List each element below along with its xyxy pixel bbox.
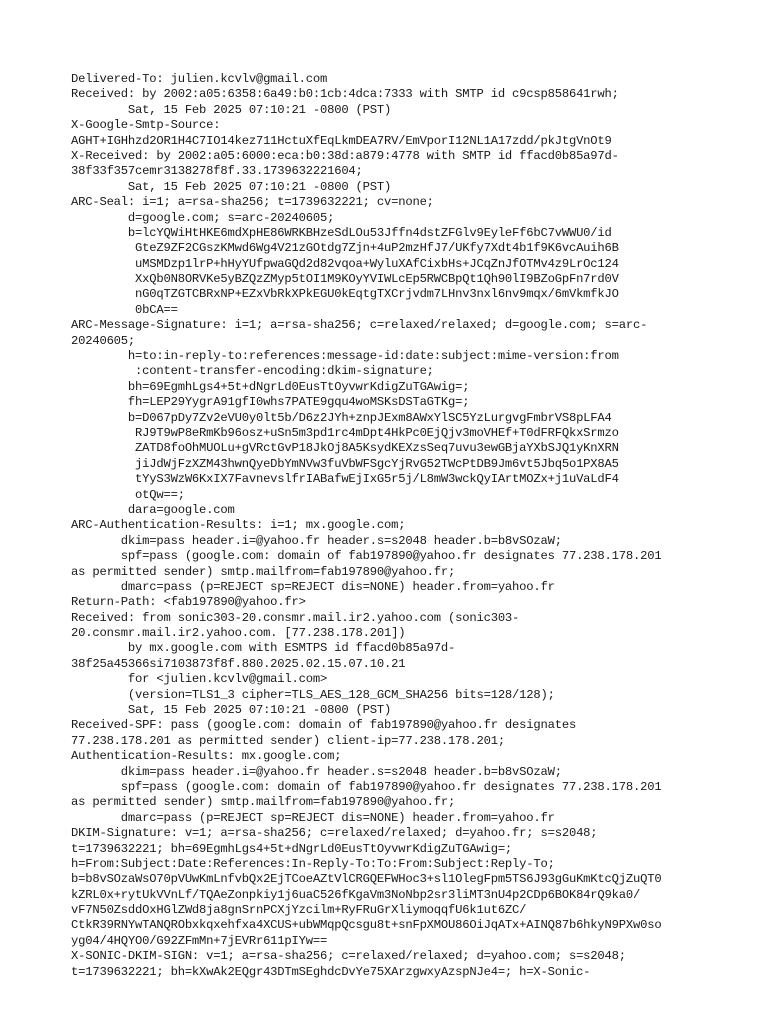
header-line: for <julien.kcvlv@gmail.com> xyxy=(71,672,328,687)
header-line: spf=pass (google.com: domain of fab197890@yahoo.fr designates 77.238.178.201 xyxy=(71,549,662,564)
header-line: X-Google-Smtp-Source: xyxy=(71,118,221,133)
header-line: CtkR39RNYwTANQRObxkqxehfxa4XCUS+ubWMqpQcsgu8t+snFpXMOU86OiJqATx+AINQ87b6hkyN9PXw0so xyxy=(71,918,662,933)
header-line: fh=LEP29YygrA91gfI0whs7PATE9gqu4woMSKsDSTaGTKg=; xyxy=(71,395,470,410)
header-line: as permitted sender) smtp.mailfrom=fab197890@yahoo.fr; xyxy=(71,564,456,579)
header-line: DKIM-Signature: v=1; a=rsa-sha256; c=relaxed/relaxed; d=yahoo.fr; s=s2048; xyxy=(71,826,598,841)
header-line: :content-transfer-encoding:dkim-signature; xyxy=(71,364,434,379)
header-line: h=to:in-reply-to:references:message-id:date:subject:mime-version:from xyxy=(71,349,619,364)
header-line: b=b8vSOzaWsO70pVUwKmLnfvbQx2EjTCoeAZtVlCRGQEFWHoc3+sl1OlegFpm5TS6J93gGuKmKtcQjZuQT0 xyxy=(71,872,662,887)
header-line: b=D067pDy7Zv2eVU0y0lt5b/D6z2JYh+znpJExm8AWxYlSC5YzLurgvgFmbrVS8pLFA4 xyxy=(71,410,612,425)
header-line: 20240605; xyxy=(71,333,136,348)
header-line: RJ9T9wP8eRmKb96osz+uSn5m3pd1rc4mDpt4HkPc0EjQjv3moVHEf+T0dFRFQkxSrmzo xyxy=(71,425,619,440)
header-line: b=lcYQWiHtHKE6mdXpHE86WRKBHzeSdLOu53Jffn4dstZFGlv9EyleFf6bC7vWWU0/id xyxy=(71,225,612,240)
header-line: Sat, 15 Feb 2025 07:10:21 -0800 (PST) xyxy=(71,703,392,718)
header-line: ARC-Message-Signature: i=1; a=rsa-sha256; c=relaxed/relaxed; d=google.com; s=arc- xyxy=(71,318,648,333)
header-line: tYyS3WzW6KxIX7FavnevslfrIABafwEjIxG5r5j/L8mW3wckQyIArtMOZx+j1uVaLdF4 xyxy=(71,472,619,487)
header-line: dara=google.com xyxy=(71,502,235,517)
header-line: 38f33f357cemr3138278f8f.33.1739632221604; xyxy=(71,164,363,179)
header-line: Received-SPF: pass (google.com: domain of fab197890@yahoo.fr designates xyxy=(71,718,577,733)
header-line: 38f25a45366si7103873f8f.880.2025.02.15.07.10.21 xyxy=(71,656,406,671)
header-line: d=google.com; s=arc-20240605; xyxy=(71,210,335,225)
header-line: yg04/4HQYO0/G92ZFmMn+7jEVRr611pIYw== xyxy=(71,933,328,948)
header-line: XxQb0N8ORVKe5yBZQzZMyp5tOI1M9KOyYVIWLcEp5RWCBpQt1Qh90lI9BZoGpFn7rd0V xyxy=(71,272,619,287)
header-line: nG0qTZGTCBRxNP+EZxVbRkXPkEGU0kEqtgTXCrjvdm7LHnv3nxl6nv9mqx/6mVkmfkJO xyxy=(71,287,619,302)
header-line: t=1739632221; bh=kXwAk2EQgr43DTmSEghdcDvYe75XArzgwxyAzspNJe4=; h=X-Sonic- xyxy=(71,964,591,979)
header-line: Authentication-Results: mx.google.com; xyxy=(71,749,342,764)
header-line: Return-Path: <fab197890@yahoo.fr> xyxy=(71,595,306,610)
header-line: Sat, 15 Feb 2025 07:10:21 -0800 (PST) xyxy=(71,102,392,117)
header-line: Received: from sonic303-20.consmr.mail.ir2.yahoo.com (sonic303- xyxy=(71,610,520,625)
header-line: 20.consmr.mail.ir2.yahoo.com. [77.238.178.201]) xyxy=(71,626,406,641)
header-line: GteZ9ZF2CGszKMwd6Wg4V21zGOtdg7Zjn+4uP2mzHfJ7/UKfy7Xdt4b1f9K6vcAuih6B xyxy=(71,241,619,256)
header-line: uMSMDzp1lrP+hHyYUfpwaGQd2d82vqoa+WyluXAfCixbHs+JCqZnJfOTMv4z9LrOc124 xyxy=(71,256,619,271)
header-line: X-SONIC-DKIM-SIGN: v=1; a=rsa-sha256; c=relaxed/relaxed; d=yahoo.com; s=s2048; xyxy=(71,949,626,964)
header-line: dmarc=pass (p=REJECT sp=REJECT dis=NONE) header.from=yahoo.fr xyxy=(71,579,555,594)
header-line: h=From:Subject:Date:References:In-Reply-To:To:From:Subject:Reply-To; xyxy=(71,856,555,871)
header-line: t=1739632221; bh=69EgmhLgs4+5t+dNgrLd0EusTtOyvwrKdigZuTGAwig=; xyxy=(71,841,513,856)
header-line: (version=TLS1_3 cipher=TLS_AES_128_GCM_SHA256 bits=128/128); xyxy=(71,687,555,702)
header-line: by mx.google.com with ESMTPS id ffacd0b85a97d- xyxy=(71,641,456,656)
header-line: ARC-Seal: i=1; a=rsa-sha256; t=1739632221; cv=none; xyxy=(71,195,434,210)
header-line: kZRL0x+rytUkVVnLf/TQAeZonpkiy1j6uaC526fKgaVm3NoNbp2sr3liMT3nU4p2CDp6BOK84rQ9ka0/ xyxy=(71,887,641,902)
header-line: otQw==; xyxy=(71,487,185,502)
header-line: dkim=pass header.i=@yahoo.fr header.s=s2048 header.b=b8vSOzaW; xyxy=(71,533,562,548)
header-line: Delivered-To: julien.kcvlv@gmail.com xyxy=(71,72,328,86)
email-headers-document xyxy=(71,72,711,980)
header-line: vF7N50ZsddOxHGlZWd8ja8gnSrnPCXjYzcilm+RyFRuGrXliymoqqfU6k1ut6ZC/ xyxy=(71,903,527,918)
header-line: bh=69EgmhLgs4+5t+dNgrLd0EusTtOyvwrKdigZuTGAwig=; xyxy=(71,379,470,394)
header-line: ARC-Authentication-Results: i=1; mx.google.com; xyxy=(71,518,406,533)
header-line: jiJdWjFzXZM43hwnQyeDbYmNVw3fuVbWFSgcYjRvG52TWcPtDB9Jm6vt5Jbq5o1PX8A5 xyxy=(71,456,619,471)
header-line: AGHT+IGHhzd2OR1H4C7IO14kez711HctuXfEqLkmDEA7RV/EmVporI12NL1A17zdd/pkJtgVnOt9 xyxy=(71,133,612,148)
header-line: X-Received: by 2002:a05:6000:eca:b0:38d:a879:4778 with SMTP id ffacd0b85a97d- xyxy=(71,148,619,163)
header-line: Received: by 2002:a05:6358:6a49:b0:1cb:4dca:7333 with SMTP id c9csp858641rwh; xyxy=(71,87,619,102)
header-line: spf=pass (google.com: domain of fab197890@yahoo.fr designates 77.238.178.201 xyxy=(71,779,662,794)
header-line: dmarc=pass (p=REJECT sp=REJECT dis=NONE) header.from=yahoo.fr xyxy=(71,810,555,825)
header-line: as permitted sender) smtp.mailfrom=fab197890@yahoo.fr; xyxy=(71,795,456,810)
header-line: 77.238.178.201 as permitted sender) client-ip=77.238.178.201; xyxy=(71,733,505,748)
header-line: Sat, 15 Feb 2025 07:10:21 -0800 (PST) xyxy=(71,179,392,194)
header-line: dkim=pass header.i=@yahoo.fr header.s=s2048 header.b=b8vSOzaW; xyxy=(71,764,562,779)
header-line: 0bCA== xyxy=(71,302,178,317)
header-line: ZATD8foOhMUOLu+gVRctGvP18JkOj8A5KsydKEXzsSeq7uvu3ewGBjaYXbSJQ1yKnXRN xyxy=(71,441,619,456)
